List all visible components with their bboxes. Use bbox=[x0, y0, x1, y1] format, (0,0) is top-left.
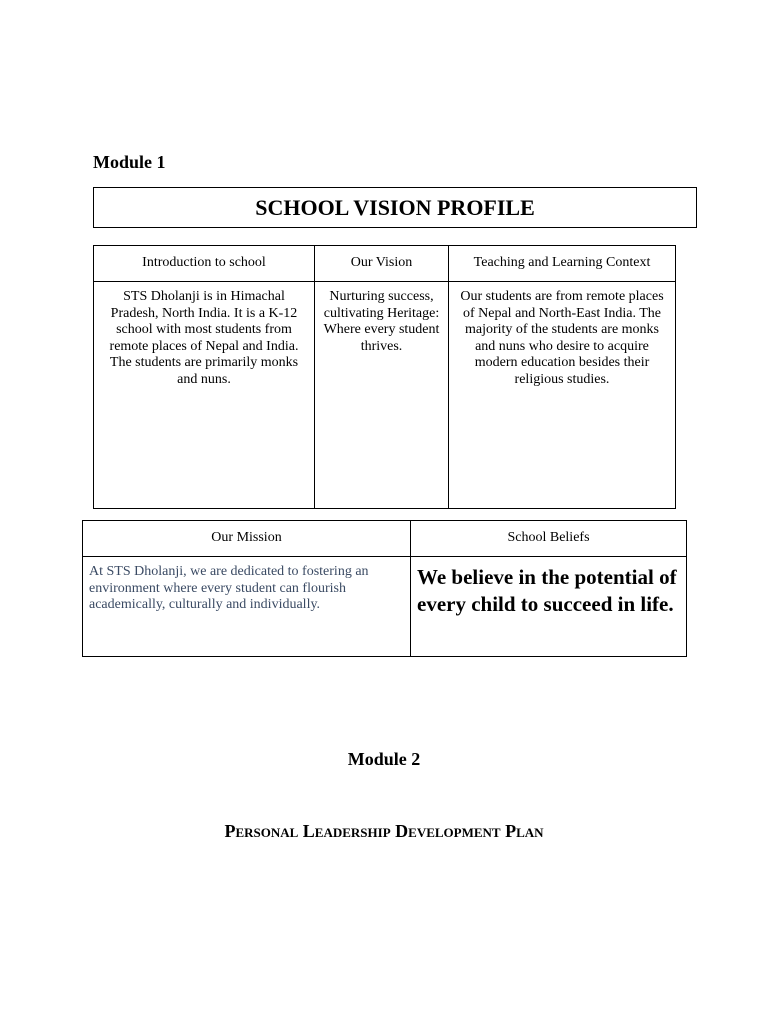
mission-table-header-row bbox=[83, 521, 687, 557]
personal-leadership-plan-title: Personal Leadership Development Plan bbox=[224, 821, 544, 841]
header-teaching-learning-context: Teaching and Learning Context bbox=[449, 246, 676, 282]
mission-table-body-row bbox=[83, 557, 687, 657]
cell-school-beliefs bbox=[411, 557, 687, 657]
header-introduction-to-school: Introduction to school bbox=[94, 246, 315, 282]
cell-teaching-learning-context: Our students are from remote places of Nepal and North-East India. The majority of the students are monks and nuns who desire to acquire modern education besides their religious studies. bbox=[449, 282, 676, 509]
header-our-mission: Our Mission bbox=[83, 521, 411, 557]
profile-table-header-row bbox=[94, 246, 676, 282]
school-vision-profile-title: SCHOOL VISION PROFILE bbox=[93, 187, 697, 228]
beliefs-statement: We believe in the potential of every child to succeed in life. bbox=[417, 565, 677, 616]
module-2-heading: Module 2 bbox=[347, 749, 421, 769]
header-school-beliefs: School Beliefs bbox=[411, 521, 687, 557]
mission-beliefs-table bbox=[82, 520, 687, 657]
cell-our-mission bbox=[83, 557, 411, 657]
module-1-heading: Module 1 bbox=[93, 152, 166, 172]
profile-table-body-row bbox=[94, 282, 676, 509]
school-profile-table bbox=[93, 245, 676, 509]
cell-introduction-to-school: STS Dholanji is in Himachal Pradesh, North India. It is a K-12 school with most students from remote places of Nepal and India. The students are primarily monks and nuns. bbox=[94, 282, 315, 509]
mission-statement: At STS Dholanji, we are dedicated to fostering an environment where every student can flourish academically, culturally and individually. bbox=[89, 564, 369, 612]
cell-our-vision: Nurturing success, cultivating Heritage: Where every student thrives. bbox=[315, 282, 449, 509]
header-our-vision: Our Vision bbox=[315, 246, 449, 282]
